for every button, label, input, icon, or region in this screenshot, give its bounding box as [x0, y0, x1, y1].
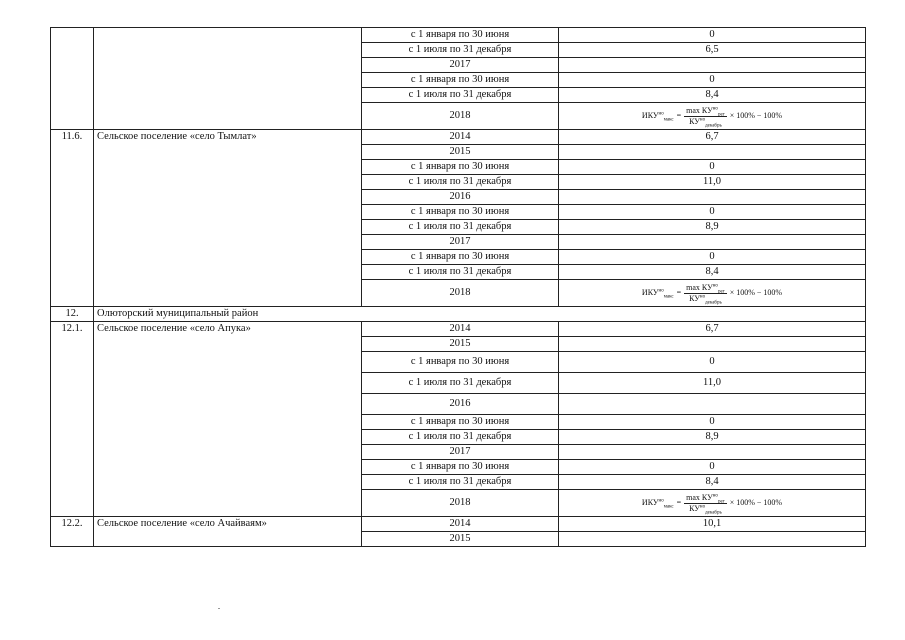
item-number-cell: [51, 430, 94, 445]
item-number-cell: [51, 43, 94, 58]
period-cell: с 1 июля по 31 декабря: [362, 88, 559, 103]
period-cell: 2015: [362, 532, 559, 547]
formula-numerator: $\max КУ^{но}_{рег}$: [686, 492, 725, 505]
index-value-cell: [559, 190, 866, 205]
formula-fraction: [684, 105, 727, 129]
formula-tail: × 100% − 100%: [729, 498, 783, 507]
max-index-formula: [641, 282, 783, 306]
settlement-name-cell: Сельское поселение «село Ачайваям»: [94, 517, 362, 532]
formula-tail: × 100% − 100%: [729, 111, 783, 120]
table-row: [51, 322, 866, 337]
index-value-cell: 0: [559, 352, 866, 373]
table-row: [51, 475, 866, 490]
item-number-cell: [51, 490, 94, 517]
table-row: [51, 88, 866, 103]
settlement-name-cell: [94, 205, 362, 220]
formula-denominator: $КУ^{но}_{декабрь}$: [689, 293, 722, 306]
table-row: [51, 250, 866, 265]
item-number-cell: [51, 265, 94, 280]
index-value-cell: [559, 337, 866, 352]
period-cell: с 1 июля по 31 декабря: [362, 373, 559, 394]
formula-lhs: $ИКУ^{но}_{макс}$: [641, 111, 674, 123]
index-value-cell: [559, 394, 866, 415]
index-value-cell: 0: [559, 160, 866, 175]
period-cell: с 1 января по 30 июня: [362, 28, 559, 43]
settlement-name-cell: Сельское поселение «село Апука»: [94, 322, 362, 337]
table-row: [51, 73, 866, 88]
settlement-name-cell: [94, 250, 362, 265]
period-cell: с 1 июля по 31 декабря: [362, 175, 559, 190]
formula-lhs: $ИКУ^{но}_{макс}$: [641, 498, 674, 510]
item-number-cell: [51, 352, 94, 373]
period-cell: 2017: [362, 235, 559, 250]
formula-numerator: $\max КУ^{но}_{рег}$: [686, 282, 725, 295]
index-value-cell: [559, 145, 866, 160]
settlement-name-cell: [94, 88, 362, 103]
settlement-name-cell: [94, 160, 362, 175]
table-row: [51, 58, 866, 73]
index-value-cell: 0: [559, 415, 866, 430]
item-number-cell: 12.2.: [51, 517, 94, 532]
period-cell: 2018: [362, 280, 559, 307]
index-value-cell: [559, 445, 866, 460]
item-number-cell: [51, 73, 94, 88]
table-body: [51, 28, 866, 547]
period-cell: с 1 января по 30 июня: [362, 160, 559, 175]
settlement-name-cell: Сельское поселение «село Тымлат»: [94, 130, 362, 145]
period-cell: 2014: [362, 517, 559, 532]
period-cell: с 1 января по 30 июня: [362, 73, 559, 88]
settlement-name-cell: [94, 430, 362, 445]
max-index-formula: [641, 492, 783, 516]
item-number-cell: [51, 394, 94, 415]
period-cell: с 1 июля по 31 декабря: [362, 430, 559, 445]
period-cell: 2018: [362, 103, 559, 130]
settlement-name-cell: [94, 415, 362, 430]
period-cell: 2016: [362, 190, 559, 205]
period-cell: 2018: [362, 490, 559, 517]
item-number-cell: [51, 88, 94, 103]
table-row: [51, 235, 866, 250]
table-row: [51, 103, 866, 130]
table-row: [51, 265, 866, 280]
item-number-cell: [51, 250, 94, 265]
table-row: [51, 28, 866, 43]
period-cell: с 1 января по 30 июня: [362, 415, 559, 430]
table-row: [51, 160, 866, 175]
table-row: [51, 415, 866, 430]
period-cell: 2016: [362, 394, 559, 415]
settlement-name-cell: [94, 235, 362, 250]
formula-equals: =: [676, 498, 682, 507]
index-value-cell: 8,4: [559, 88, 866, 103]
district-row: [51, 307, 866, 322]
table-row: [51, 352, 866, 373]
table-row: [51, 394, 866, 415]
table-row: [51, 430, 866, 445]
table-row: [51, 175, 866, 190]
settlement-name-cell: [94, 103, 362, 130]
table-row: [51, 145, 866, 160]
table-row: [51, 130, 866, 145]
index-value-cell: 0: [559, 73, 866, 88]
item-number-cell: [51, 373, 94, 394]
index-value-cell: [559, 103, 866, 130]
table-row: [51, 190, 866, 205]
table-row: [51, 43, 866, 58]
table-row: [51, 337, 866, 352]
tariff-index-table: [50, 27, 866, 547]
item-number-cell: [51, 160, 94, 175]
item-number-cell: [51, 460, 94, 475]
index-value-cell: 8,9: [559, 220, 866, 235]
period-cell: 2015: [362, 145, 559, 160]
district-number-cell: 12.: [51, 307, 94, 322]
table-row: [51, 532, 866, 547]
index-value-cell: 8,9: [559, 430, 866, 445]
item-number-cell: 11.6.: [51, 130, 94, 145]
max-index-formula: [641, 105, 783, 129]
formula-denominator: $КУ^{но}_{декабрь}$: [689, 503, 722, 516]
settlement-name-cell: [94, 490, 362, 517]
formula-numerator: $\max КУ^{но}_{рег}$: [686, 105, 725, 118]
table-row: [51, 460, 866, 475]
period-cell: с 1 января по 30 июня: [362, 205, 559, 220]
settlement-name-cell: [94, 460, 362, 475]
formula-lhs: $ИКУ^{но}_{макс}$: [641, 288, 674, 300]
item-number-cell: [51, 145, 94, 160]
formula-fraction: [684, 282, 727, 306]
settlement-name-cell: [94, 532, 362, 547]
formula-equals: =: [676, 288, 682, 297]
settlement-name-cell: [94, 337, 362, 352]
index-value-cell: [559, 58, 866, 73]
period-cell: 2015: [362, 337, 559, 352]
period-cell: с 1 июля по 31 декабря: [362, 220, 559, 235]
index-value-cell: [559, 532, 866, 547]
item-number-cell: [51, 337, 94, 352]
settlement-name-cell: [94, 265, 362, 280]
item-number-cell: [51, 280, 94, 307]
index-value-cell: 0: [559, 28, 866, 43]
table-row: [51, 205, 866, 220]
district-name-cell: Олюторский муниципальный район: [94, 307, 866, 322]
settlement-name-cell: [94, 73, 362, 88]
settlement-name-cell: [94, 352, 362, 373]
table-row: [51, 517, 866, 532]
index-value-cell: 11,0: [559, 373, 866, 394]
period-cell: с 1 января по 30 июня: [362, 352, 559, 373]
index-value-cell: 6,7: [559, 322, 866, 337]
settlement-name-cell: [94, 175, 362, 190]
table-row: [51, 373, 866, 394]
settlement-name-cell: [94, 394, 362, 415]
item-number-cell: [51, 220, 94, 235]
settlement-name-cell: [94, 220, 362, 235]
period-cell: с 1 июля по 31 декабря: [362, 43, 559, 58]
settlement-name-cell: [94, 43, 362, 58]
index-value-cell: 8,4: [559, 265, 866, 280]
period-cell: 2017: [362, 445, 559, 460]
settlement-name-cell: [94, 28, 362, 43]
index-value-cell: 11,0: [559, 175, 866, 190]
settlement-name-cell: [94, 145, 362, 160]
settlement-name-cell: [94, 475, 362, 490]
formula-fraction: [684, 492, 727, 516]
scan-speck: [218, 608, 220, 609]
table-row: [51, 445, 866, 460]
item-number-cell: 12.1.: [51, 322, 94, 337]
settlement-name-cell: [94, 190, 362, 205]
index-value-cell: [559, 490, 866, 517]
index-value-cell: [559, 235, 866, 250]
index-value-cell: 0: [559, 205, 866, 220]
period-cell: с 1 января по 30 июня: [362, 250, 559, 265]
index-value-cell: 6,5: [559, 43, 866, 58]
formula-equals: =: [676, 111, 682, 120]
index-value-cell: 10,1: [559, 517, 866, 532]
period-cell: с 1 января по 30 июня: [362, 460, 559, 475]
table-row: [51, 490, 866, 517]
item-number-cell: [51, 190, 94, 205]
index-value-cell: 0: [559, 250, 866, 265]
formula-tail: × 100% − 100%: [729, 288, 783, 297]
period-cell: 2014: [362, 130, 559, 145]
item-number-cell: [51, 475, 94, 490]
item-number-cell: [51, 58, 94, 73]
index-value-cell: 8,4: [559, 475, 866, 490]
table-row: [51, 220, 866, 235]
item-number-cell: [51, 205, 94, 220]
period-cell: с 1 июля по 31 декабря: [362, 475, 559, 490]
table-row: [51, 280, 866, 307]
item-number-cell: [51, 235, 94, 250]
index-value-cell: [559, 280, 866, 307]
item-number-cell: [51, 445, 94, 460]
item-number-cell: [51, 532, 94, 547]
index-value-cell: 6,7: [559, 130, 866, 145]
period-cell: 2014: [362, 322, 559, 337]
settlement-name-cell: [94, 58, 362, 73]
settlement-name-cell: [94, 445, 362, 460]
item-number-cell: [51, 103, 94, 130]
item-number-cell: [51, 415, 94, 430]
period-cell: с 1 июля по 31 декабря: [362, 265, 559, 280]
settlement-name-cell: [94, 280, 362, 307]
period-cell: 2017: [362, 58, 559, 73]
formula-denominator: $КУ^{но}_{декабрь}$: [689, 116, 722, 129]
item-number-cell: [51, 175, 94, 190]
settlement-name-cell: [94, 373, 362, 394]
item-number-cell: [51, 28, 94, 43]
index-value-cell: 0: [559, 460, 866, 475]
